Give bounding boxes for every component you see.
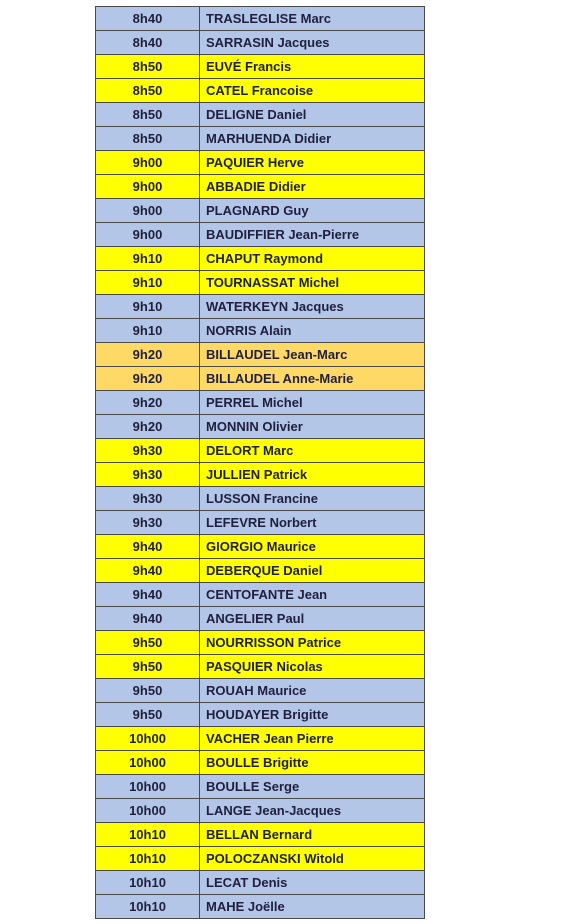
table-row: [96, 103, 425, 127]
time-cell: 10h00: [96, 775, 200, 799]
time-cell: 9h50: [96, 703, 200, 727]
table-row: [96, 871, 425, 895]
table-row: [96, 679, 425, 703]
table-row: [96, 439, 425, 463]
table-row: [96, 127, 425, 151]
player-name-cell: PERREL Michel: [200, 391, 425, 415]
table-row: [96, 799, 425, 823]
time-cell: 10h00: [96, 751, 200, 775]
player-name-cell: NOURRISSON Patrice: [200, 631, 425, 655]
time-cell: 8h50: [96, 127, 200, 151]
time-cell: 9h20: [96, 343, 200, 367]
player-name-cell: CHAPUT Raymond: [200, 247, 425, 271]
time-cell: 10h10: [96, 895, 200, 919]
player-name-cell: VACHER Jean Pierre: [200, 727, 425, 751]
table-row: [96, 823, 425, 847]
player-name-cell: JULLIEN Patrick: [200, 463, 425, 487]
time-cell: 10h10: [96, 823, 200, 847]
time-cell: 9h50: [96, 655, 200, 679]
time-cell: 8h40: [96, 31, 200, 55]
time-cell: 9h00: [96, 151, 200, 175]
time-cell: 9h10: [96, 271, 200, 295]
table-row: [96, 535, 425, 559]
player-name-cell: PASQUIER Nicolas: [200, 655, 425, 679]
player-name-cell: NORRIS Alain: [200, 319, 425, 343]
player-name-cell: BELLAN Bernard: [200, 823, 425, 847]
time-cell: 9h40: [96, 583, 200, 607]
player-name-cell: ABBADIE Didier: [200, 175, 425, 199]
player-name-cell: MONNIN Olivier: [200, 415, 425, 439]
time-cell: 9h40: [96, 535, 200, 559]
time-cell: 9h20: [96, 391, 200, 415]
player-name-cell: MARHUENDA Didier: [200, 127, 425, 151]
time-cell: 9h40: [96, 559, 200, 583]
player-name-cell: POLOCZANSKI Witold: [200, 847, 425, 871]
table-body: [96, 7, 425, 919]
player-name-cell: GIORGIO Maurice: [200, 535, 425, 559]
table-row: [96, 391, 425, 415]
table-row: [96, 607, 425, 631]
time-cell: 9h50: [96, 631, 200, 655]
time-cell: 9h10: [96, 319, 200, 343]
tee-time-table: [95, 6, 425, 919]
time-cell: 9h00: [96, 175, 200, 199]
time-cell: 9h00: [96, 199, 200, 223]
player-name-cell: SARRASIN Jacques: [200, 31, 425, 55]
time-cell: 9h30: [96, 463, 200, 487]
table-row: [96, 415, 425, 439]
player-name-cell: DEBERQUE Daniel: [200, 559, 425, 583]
time-cell: 9h00: [96, 223, 200, 247]
table-row: [96, 367, 425, 391]
player-name-cell: HOUDAYER Brigitte: [200, 703, 425, 727]
table-row: [96, 223, 425, 247]
table-row: [96, 511, 425, 535]
table-row: [96, 247, 425, 271]
player-name-cell: BAUDIFFIER Jean-Pierre: [200, 223, 425, 247]
time-cell: 9h10: [96, 247, 200, 271]
table-row: [96, 775, 425, 799]
player-name-cell: DELORT Marc: [200, 439, 425, 463]
time-cell: 9h30: [96, 439, 200, 463]
table-row: [96, 727, 425, 751]
table-row: [96, 631, 425, 655]
time-cell: 10h00: [96, 799, 200, 823]
table-row: [96, 655, 425, 679]
time-cell: 8h50: [96, 103, 200, 127]
table-row: [96, 151, 425, 175]
time-cell: 9h20: [96, 415, 200, 439]
table-row: [96, 55, 425, 79]
time-cell: 9h30: [96, 487, 200, 511]
time-cell: 9h50: [96, 679, 200, 703]
player-name-cell: MAHE Joëlle: [200, 895, 425, 919]
table-row: [96, 79, 425, 103]
player-name-cell: BILLAUDEL Anne-Marie: [200, 367, 425, 391]
time-cell: 8h40: [96, 7, 200, 31]
time-cell: 9h20: [96, 367, 200, 391]
player-name-cell: DELIGNE Daniel: [200, 103, 425, 127]
player-name-cell: EUVÉ Francis: [200, 55, 425, 79]
player-name-cell: LEFEVRE Norbert: [200, 511, 425, 535]
table-row: [96, 463, 425, 487]
table-row: [96, 559, 425, 583]
table-row: [96, 487, 425, 511]
time-cell: 9h10: [96, 295, 200, 319]
table-row: [96, 751, 425, 775]
player-name-cell: TRASLEGLISE Marc: [200, 7, 425, 31]
table-row: [96, 7, 425, 31]
time-cell: 9h30: [96, 511, 200, 535]
player-name-cell: ANGELIER Paul: [200, 607, 425, 631]
player-name-cell: BOULLE Brigitte: [200, 751, 425, 775]
player-name-cell: ROUAH Maurice: [200, 679, 425, 703]
player-name-cell: LECAT Denis: [200, 871, 425, 895]
table-row: [96, 295, 425, 319]
table-row: [96, 175, 425, 199]
player-name-cell: PLAGNARD Guy: [200, 199, 425, 223]
table-row: [96, 703, 425, 727]
player-name-cell: BILLAUDEL Jean-Marc: [200, 343, 425, 367]
table-row: [96, 583, 425, 607]
table-row: [96, 895, 425, 919]
time-cell: 8h50: [96, 79, 200, 103]
table-row: [96, 847, 425, 871]
table-row: [96, 31, 425, 55]
player-name-cell: CENTOFANTE Jean: [200, 583, 425, 607]
player-name-cell: PAQUIER Herve: [200, 151, 425, 175]
time-cell: 10h10: [96, 871, 200, 895]
player-name-cell: BOULLE Serge: [200, 775, 425, 799]
table-row: [96, 343, 425, 367]
player-name-cell: LUSSON Francine: [200, 487, 425, 511]
table-row: [96, 199, 425, 223]
time-cell: 10h10: [96, 847, 200, 871]
time-cell: 10h00: [96, 727, 200, 751]
time-cell: 8h50: [96, 55, 200, 79]
table-row: [96, 271, 425, 295]
table-row: [96, 319, 425, 343]
player-name-cell: CATEL Francoise: [200, 79, 425, 103]
player-name-cell: TOURNASSAT Michel: [200, 271, 425, 295]
time-cell: 9h40: [96, 607, 200, 631]
player-name-cell: WATERKEYN Jacques: [200, 295, 425, 319]
player-name-cell: LANGE Jean-Jacques: [200, 799, 425, 823]
